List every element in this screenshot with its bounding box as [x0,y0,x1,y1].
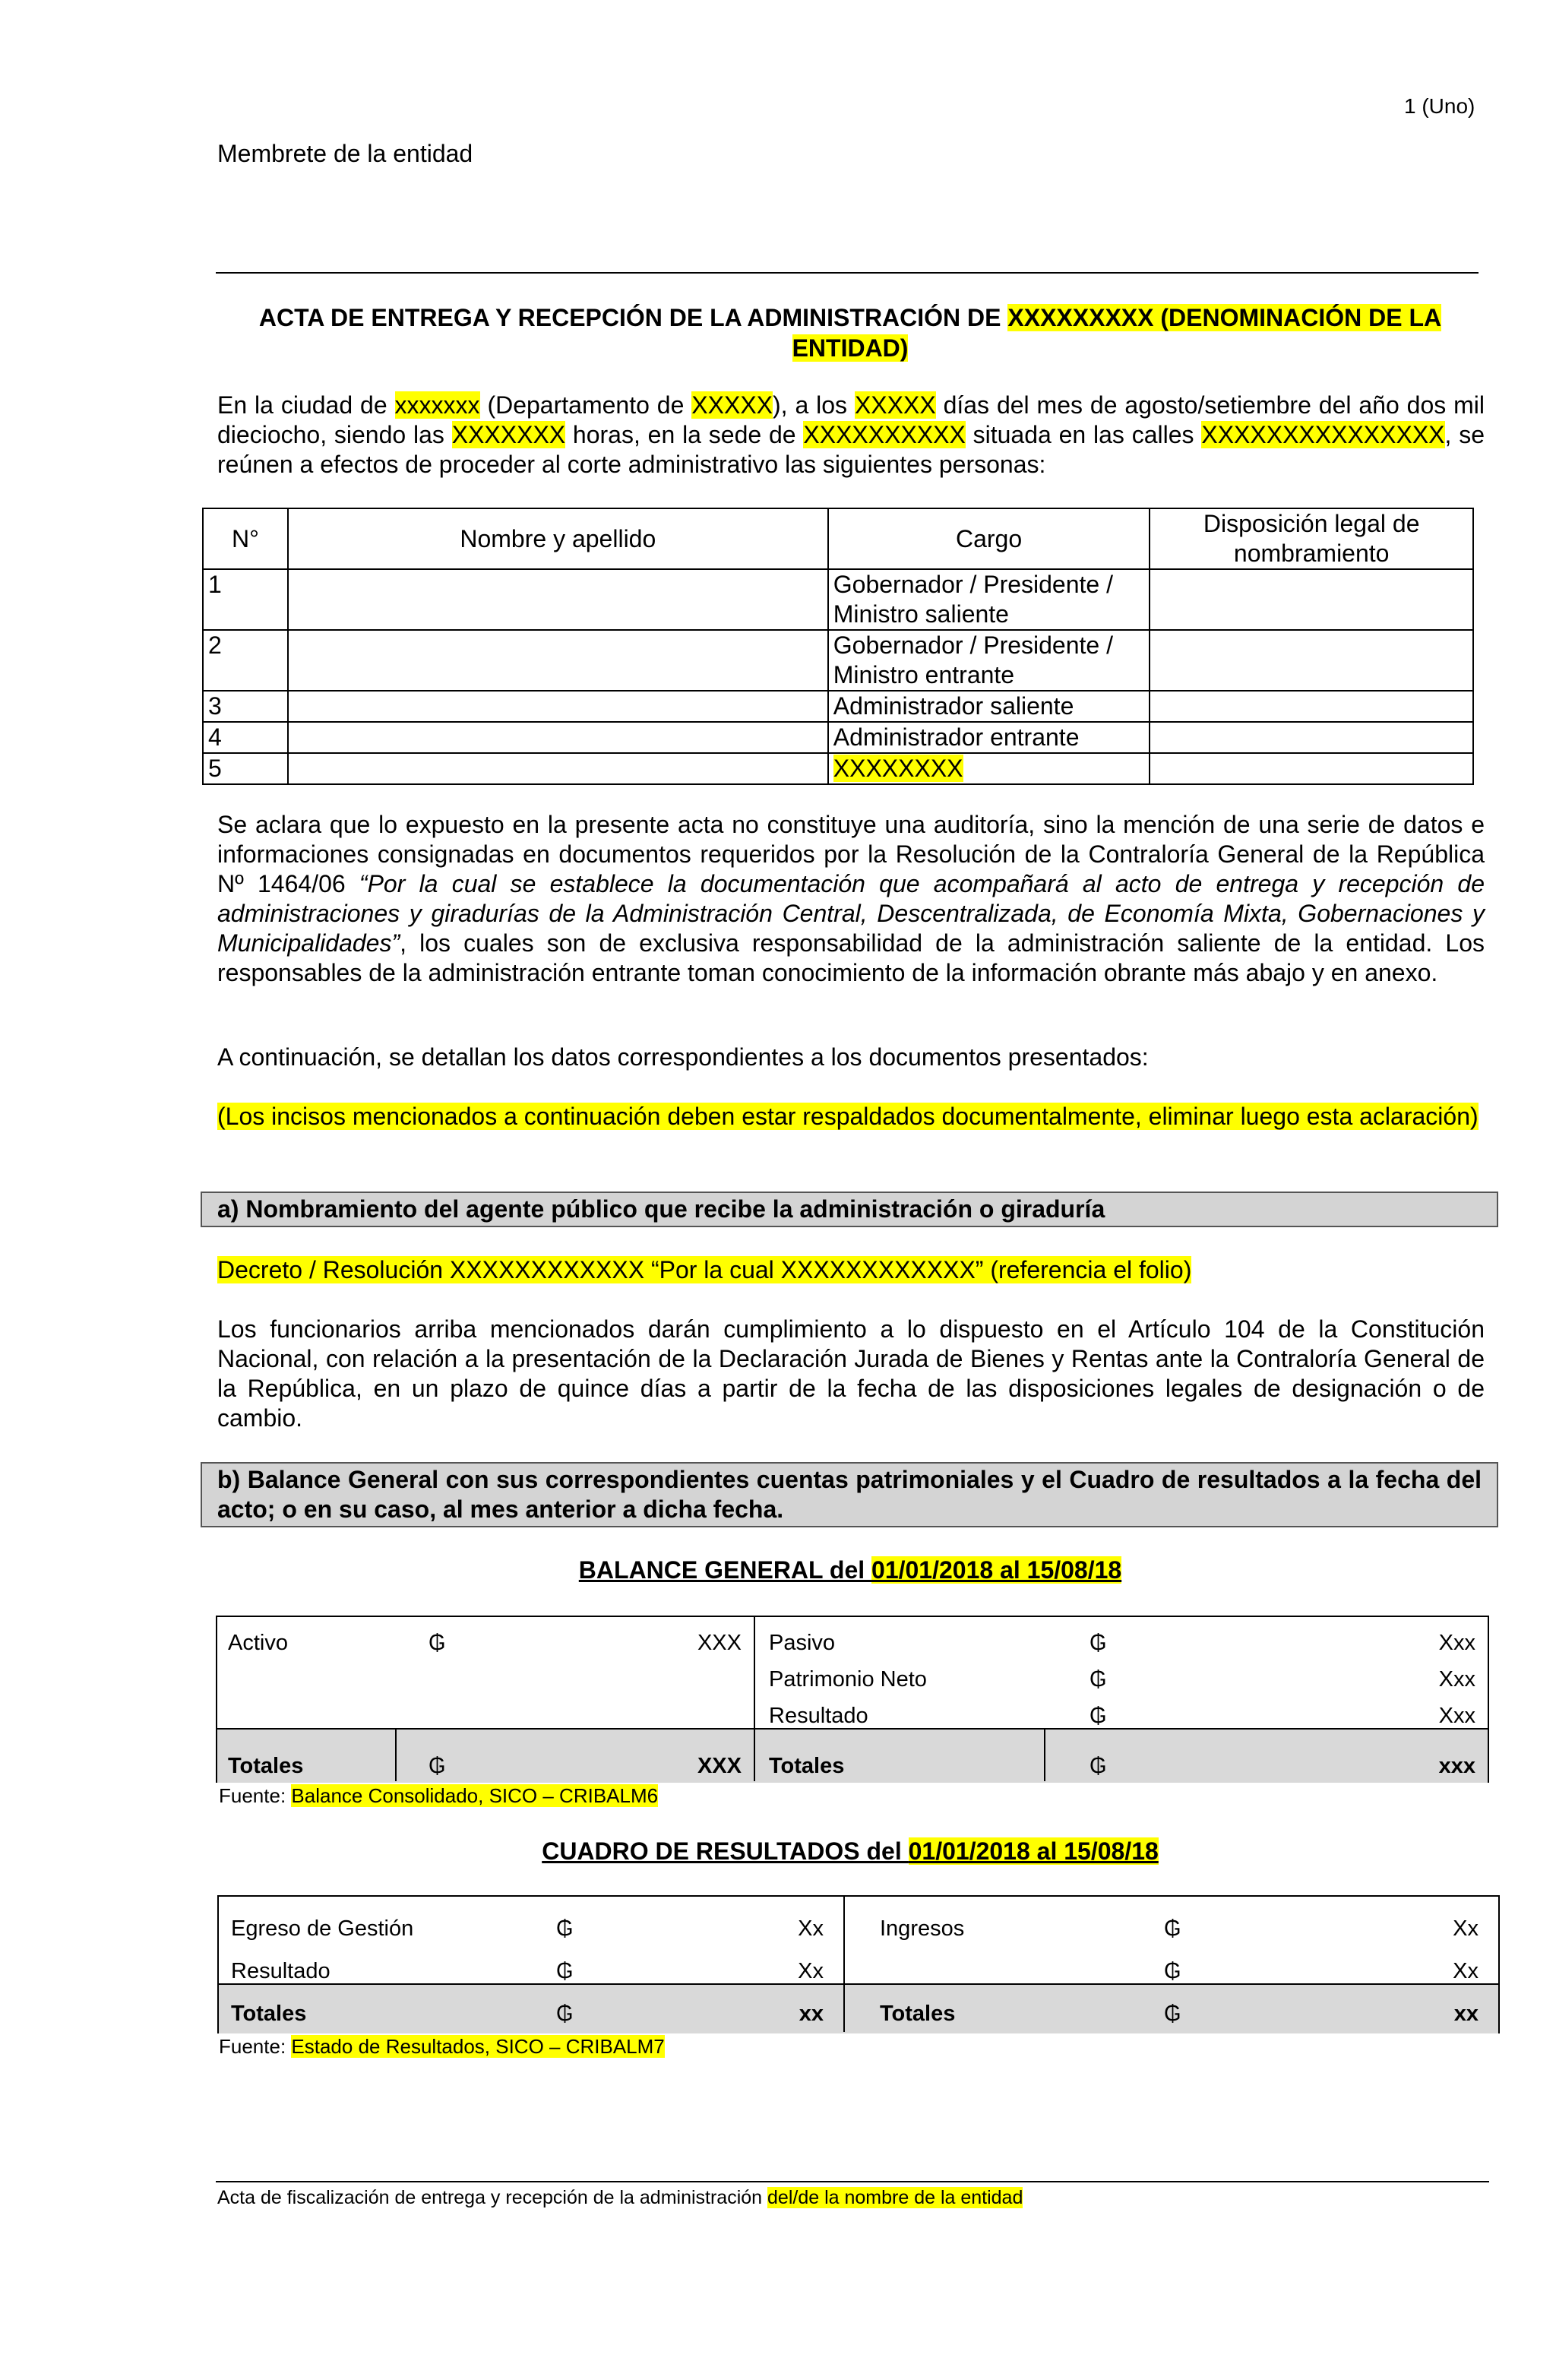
currency-icon: ₲ [1090,1631,1107,1655]
currency-icon: ₲ [429,1754,446,1778]
currency-icon: ₲ [429,1631,446,1655]
note-paragraph: (Los incisos mencionados a continuación deben estar respaldados documentalmente, eliminar luego esta aclaración) [217,1103,1479,1130]
results-divider [843,1897,845,2032]
header-position: Cargo [828,508,1150,569]
results-right-row2-value: Xx [1453,1959,1479,1983]
balance-totals-right-value: xxx [1438,1754,1475,1778]
balance-source: Fuente: Balance Consolidado, SICO – CRIBALM6 [219,1784,659,1807]
results-totals-right-value: xx [1453,2002,1479,2026]
patrimonio-label: Patrimonio Neto [769,1667,927,1692]
results-totals-row [219,1983,1498,2033]
results-source: Fuente: Estado de Resultados, SICO – CRIBALM7 [219,2035,665,2058]
table-row: 3 Administrador saliente [203,691,1473,722]
balance-totals-label: Totales [228,1754,304,1778]
results-resultado-value: Xx [798,1959,824,1983]
egreso-label: Egreso de Gestión [231,1916,414,1941]
balance-divider [754,1617,755,1781]
currency-icon: ₲ [1164,1959,1181,1983]
clarification-paragraph: Se aclara que lo expuesto en la presente acta no constituye una auditoría, sino la mención de una serie de datos e informaciones consignadas en documentos requeridos por la Resolución de la Contraloría General de la República Nº 1464/06 “Por la cual se establece la documentación que acompañará al acto de entrega y recepción de administraciones y giradurías de la Administración Central, Descentralizada, de Economía Mixta, Gobernaciones y Municipalidades”, los cuales son de exclusiva responsabilidad de la administración saliente de la entidad. Los responsables de la administración entrante toman conocimiento de la información obrante más abajo y en anexo. [217,811,1485,986]
officials-paragraph: Los funcionarios arriba mencionados darán cumplimiento a lo dispuesto en el Artículo 104 de la Constitución Nacional, con relación a la presentación de la Declaración Jurada de Bienes y Rentas ante la Contraloría General de la República, en un plazo de quince días a partir de la fecha de las disposiciones legales de designación o de cambio. [217,1315,1485,1432]
balance-title: BALANCE GENERAL del 01/01/2018 al 15/08/18 [578,1556,1122,1584]
balance-totals-row [217,1728,1488,1783]
intro-paragraph: En la ciudad de xxxxxxx (Departamento de XXXXX), a los XXXXX días del mes de agosto/setiembre del año dos mil dieciocho, siendo las XXXXXXX horas, en la sede de XXXXXXXXXX situada en las calles XXXXXXXXXXXXXXX, se reúnen a efectos de proceder al corte administrativo las siguientes personas: [217,391,1485,478]
activo-value: XXX [697,1631,742,1655]
page-number: 1 (Uno) [1404,94,1475,118]
activo-label: Activo [228,1631,288,1655]
resultado-value: Xxx [1438,1704,1475,1728]
currency-icon: ₲ [1164,1916,1181,1941]
currency-icon: ₲ [556,1959,574,1983]
balance-totals-left-value: XXX [697,1754,742,1778]
results-totals-left-value: xx [799,2002,824,2026]
footer-rule [216,2181,1489,2182]
results-title: CUADRO DE RESULTADOS del 01/01/2018 al 15/08/18 [542,1837,1159,1865]
table-row: 2 Gobernador / Presidente / Ministro entrante [203,630,1473,691]
currency-icon: ₲ [1164,2002,1181,2026]
patrimonio-value: Xxx [1438,1667,1475,1692]
ingresos-label: Ingresos [880,1916,965,1941]
header-number: N° [203,508,288,569]
currency-icon: ₲ [556,1916,574,1941]
currency-icon: ₲ [1090,1754,1107,1778]
table-row: 5 XXXXXXXX [203,753,1473,784]
results-totals-label: Totales [231,2002,307,2026]
ingresos-value: Xx [1453,1916,1479,1941]
balance-table [216,1616,1489,1783]
header-legal-disposition: Disposición legal de nombramiento [1150,508,1473,569]
section-a-heading: a) Nombramiento del agente público que recibe la administración o giraduría [201,1192,1498,1227]
letterhead: Membrete de la entidad [217,140,473,167]
title-entity-placeholder: XXXXXXXXX (DENOMINACIÓN DE LA ENTIDAD) [792,304,1442,362]
table-row: 4 Administrador entrante [203,722,1473,753]
people-table-header [203,508,1473,569]
results-resultado-label: Resultado [231,1959,330,1983]
results-table [217,1895,1500,2033]
currency-icon: ₲ [1090,1704,1107,1728]
people-table [202,508,1474,785]
egreso-value: Xx [798,1916,824,1941]
section-b-heading: b) Balance General con sus correspondientes cuentas patrimoniales y el Cuadro de resultados a la fecha del acto; o en su caso, al mes anterior a dicha fecha. [201,1462,1498,1527]
balance-totals-label-right: Totales [769,1754,845,1778]
header-rule [216,272,1479,274]
document-title: ACTA DE ENTREGA Y RECEPCIÓN DE LA ADMINISTRACIÓN DE XXXXXXXXX (DENOMINACIÓN DE LA ENTIDAD) [258,304,1442,362]
decree-text: Decreto / Resolución XXXXXXXXXXXX “Por la cual XXXXXXXXXXXX” (referencia el folio) [217,1256,1192,1283]
currency-icon: ₲ [556,2002,574,2026]
continuation-text: A continuación, se detallan los datos correspondientes a los documentos presentados: [217,1043,1149,1071]
header-name: Nombre y apellido [288,508,828,569]
page-footer: Acta de fiscalización de entrega y recepción de la administración del/de la nombre de la entidad [217,2187,1023,2208]
resultado-label: Resultado [769,1704,868,1728]
table-row: 1 Gobernador / Presidente / Ministro saliente [203,569,1473,630]
pasivo-label: Pasivo [769,1631,836,1655]
pasivo-value: Xxx [1438,1631,1475,1655]
results-totals-label-right: Totales [880,2002,956,2026]
currency-icon: ₲ [1090,1667,1107,1692]
